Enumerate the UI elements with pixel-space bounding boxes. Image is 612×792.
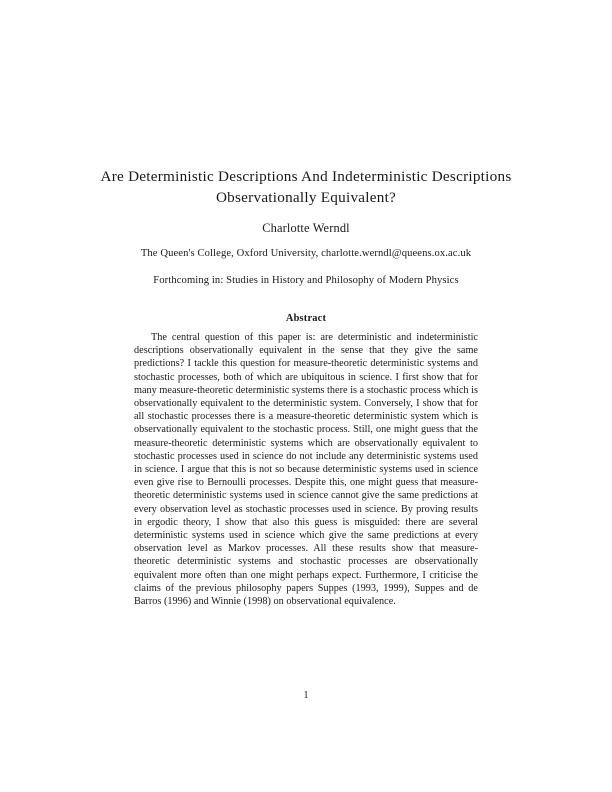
title-block (96, 166, 516, 208)
abstract-paragraph: The central question of this paper is: are deterministic and indeterministic descriptions observationally equivalent in the sense that they give the same predictions? I tackle this question for measure-theoretic deterministic systems and stochastic processes, both of which are ubiquitous in science. I first show that for many measure-theoretic deterministic systems there is a stochastic process which is observationally equivalent to the deterministic system. Conversely, I show that for all stochastic processes there is a measure-theoretic deterministic system which is observationally equivalent to the stochastic process. Still, one might guess that the measure-theoretic deterministic systems which are observationally equivalent to stochastic processes used in science do not include any deterministic systems used in science. I argue that this is not so because deterministic systems used in science even give rise to Bernoulli processes. Despite this, one might guess that measure-theoretic deterministic systems used in science cannot give the same predictions at every observation level as stochastic processes used in science. By proving results in ergodic theory, I show that also this guess is misguided: there are several deterministic systems used in science which give the same predictions at every observation level as Markov processes. All these results show that measure-theoretic deterministic systems and stochastic processes are observationally equivalent more often than one might perhaps expect. Furthermore, I criticise the claims of the previous philosophy papers Suppes (1993, 1999), Suppes and de Barros (1996) and Winnie (1998) on observational equivalence. (134, 332, 478, 608)
abstract-body (134, 331, 478, 608)
page-title: Are Deterministic Descriptions And Indeterministic Descriptions Observationally Equivalent? (100, 168, 512, 206)
abstract-heading: Abstract (285, 313, 327, 324)
page-number: 1 (303, 690, 309, 701)
author-name: Charlotte Werndl (262, 221, 350, 235)
author-affiliation: The Queen's College, Oxford University, charlotte.werndl@queens.ox.ac.uk (140, 248, 472, 259)
publication-venue: Forthcoming in: Studies in History and Philosophy of Modern Physics (153, 275, 459, 286)
